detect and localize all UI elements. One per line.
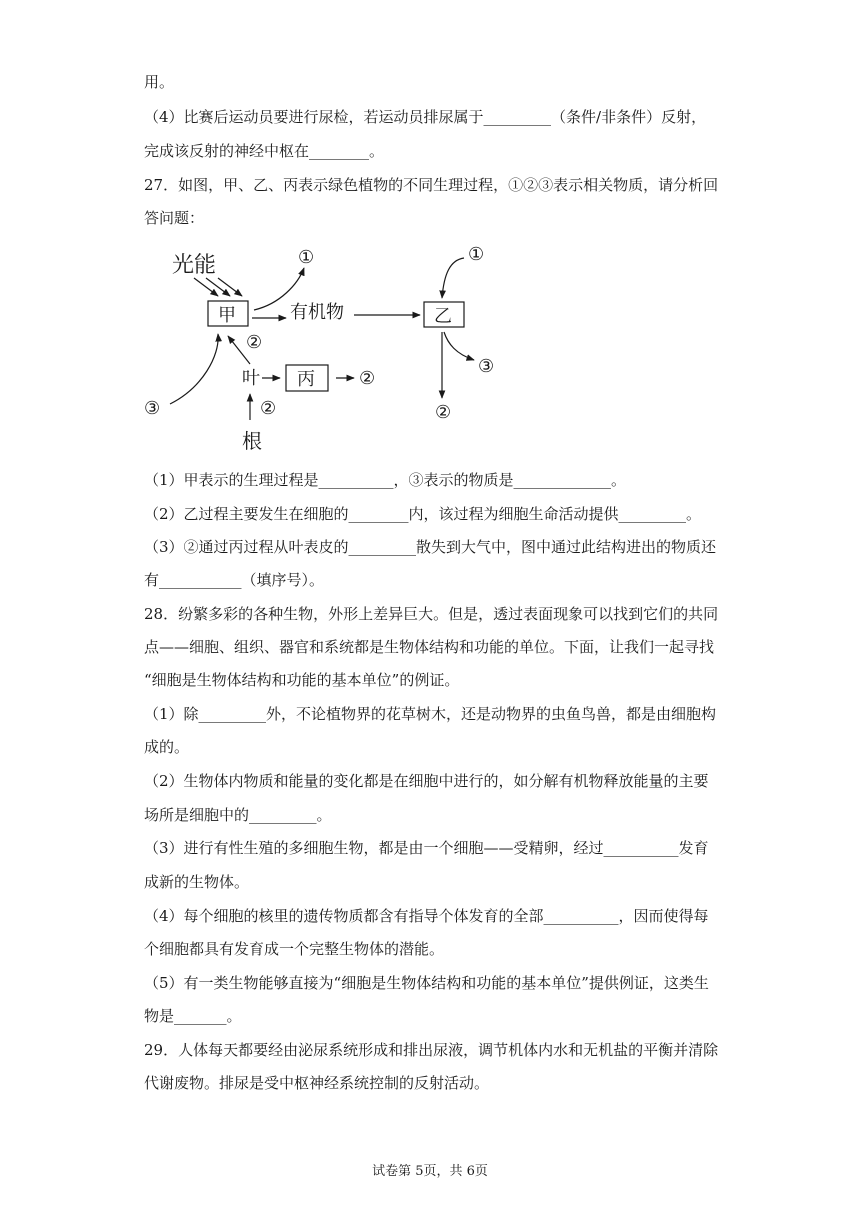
text-line: 成新的生物体。 bbox=[144, 873, 250, 891]
plant-process-diagram bbox=[138, 238, 518, 458]
text-line: 物是_______。 bbox=[144, 1007, 242, 1025]
text-line: 29．人体每天都要经由泌尿系统形成和排出尿液，调节机体内水和无机盐的平衡并清除 bbox=[144, 1041, 719, 1059]
text-line: 点——细胞、组织、器官和系统都是生物体结构和功能的单位。下面，让我们一起寻找 bbox=[144, 638, 715, 656]
process-bing-label: 丙 bbox=[297, 369, 315, 390]
page-footer: 试卷第 5页，共 6页 bbox=[372, 1164, 488, 1179]
text-line: 用。 bbox=[144, 73, 175, 91]
substance-1-label: ① bbox=[298, 247, 315, 268]
text-line: 27．如图，甲、乙、丙表示绿色植物的不同生理过程，①②③表示相关物质，请分析回 bbox=[144, 176, 719, 194]
text-line: （3）进行有性生殖的多细胞生物，都是由一个细胞——受精卵，经过__________发育 bbox=[144, 839, 709, 857]
text-line: 成的。 bbox=[144, 738, 190, 756]
substance-1-label: ① bbox=[468, 244, 485, 265]
substance-3-label: ③ bbox=[144, 398, 161, 419]
text-line: 场所是细胞中的_________。 bbox=[144, 806, 332, 824]
substance-2-label: ② bbox=[246, 332, 263, 353]
text-line: （2）乙过程主要发生在细胞的________内，该过程为细胞生命活动提供_________。 bbox=[144, 505, 702, 523]
text-line: 个细胞都具有发育成一个完整生物体的潜能。 bbox=[144, 940, 445, 958]
text-line: （2）生物体内物质和能量的变化都是在细胞中进行的，如分解有机物释放能量的主要 bbox=[144, 772, 709, 790]
text-line: （1）除_________外，不论植物界的花草树木，还是动物界的虫鱼鸟兽，都是由细胞构 bbox=[144, 705, 717, 723]
text-line: 代谢废物。排尿是受中枢神经系统控制的反射活动。 bbox=[144, 1074, 490, 1092]
substance-3-label: ③ bbox=[478, 356, 495, 377]
substance-2-label: ② bbox=[359, 368, 376, 389]
text-line: “细胞是生物体结构和功能的基本单位”的例证。 bbox=[144, 671, 460, 689]
organic-matter-label: 有机物 bbox=[290, 302, 344, 323]
substance-2-label: ② bbox=[260, 398, 277, 419]
text-line: 28．纷繁多彩的各种生物，外形上差异巨大。但是，透过表面现象可以找到它们的共同 bbox=[144, 605, 719, 623]
leaf-label: 叶 bbox=[242, 368, 260, 389]
text-line: （1）甲表示的生理过程是__________，③表示的物质是_____________。 bbox=[144, 471, 627, 489]
substance-2-label: ② bbox=[435, 402, 452, 423]
text-line: （5）有一类生物能够直接为“细胞是生物体结构和功能的基本单位”提供例证，这类生 bbox=[144, 974, 709, 992]
text-line: （4）每个细胞的核里的遗传物质都含有指导个体发育的全部__________，因而使得每 bbox=[144, 907, 709, 925]
process-jia-label: 甲 bbox=[218, 305, 236, 326]
text-line: 有___________（填序号）。 bbox=[144, 571, 325, 589]
text-line: （3）②通过丙过程从叶表皮的_________散失到大气中，图中通过此结构进出的物质还 bbox=[144, 538, 717, 556]
root-label: 根 bbox=[242, 429, 262, 453]
text-line: 答问题： bbox=[144, 209, 205, 227]
text-line: 完成该反射的神经中枢在________。 bbox=[144, 142, 385, 160]
light-energy-label: 光能 bbox=[172, 253, 217, 278]
process-yi-label: 乙 bbox=[434, 306, 452, 327]
text-line: （4）比赛后运动员要进行尿检，若运动员排尿属于_________（条件/非条件）反射， bbox=[144, 108, 707, 126]
